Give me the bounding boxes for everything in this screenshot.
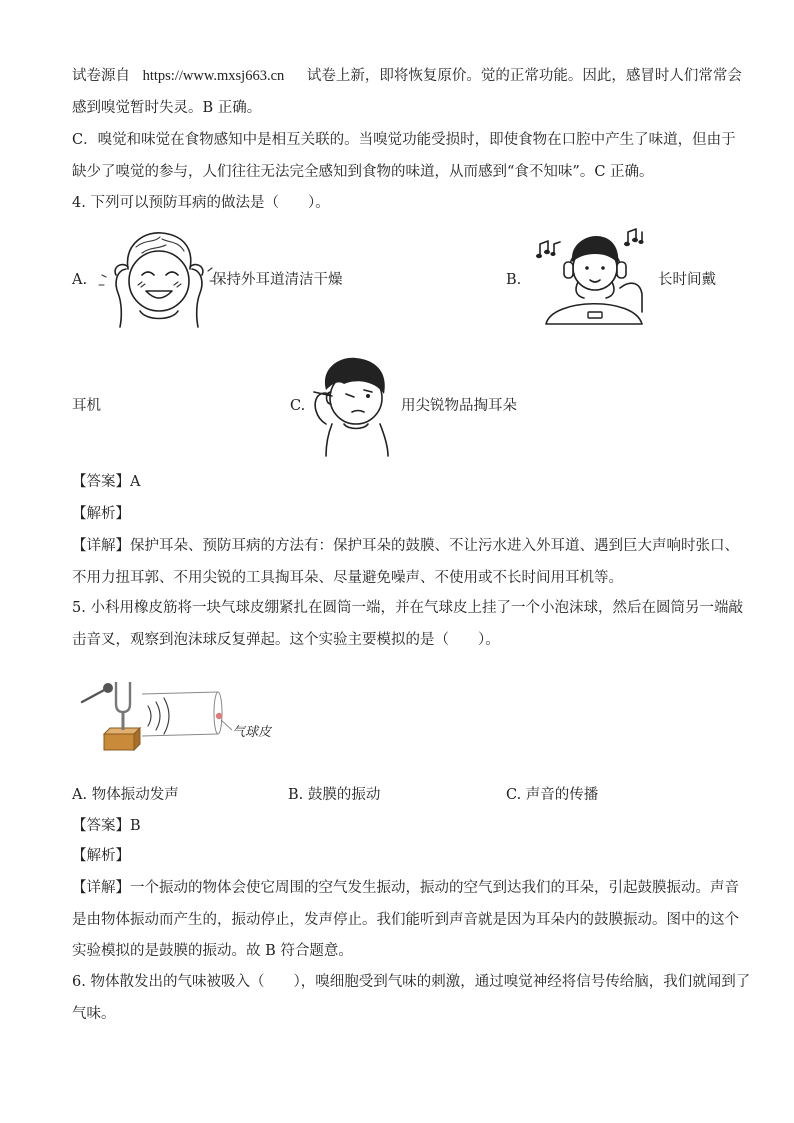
balloon-skin-label: 气球皮	[232, 725, 272, 740]
q5-answer: 【答案】B	[72, 818, 141, 834]
q5-analysis: 【解析】	[72, 848, 130, 864]
q4-option-b-label: B.	[506, 272, 522, 288]
q5-option-c: C. 声音的传播	[506, 787, 599, 803]
q4-option-c-text: 用尖锐物品掏耳朵	[401, 398, 517, 414]
q5-detail-2: 是由物体振动而产生的，振动停止，发声停止。我们能听到声音就是因为耳朵内的鼓膜振动。图中的这个	[72, 912, 739, 928]
q4-option-a-label: A.	[72, 272, 88, 288]
q3-line-3: C．嗅觉和味觉在食物感知中是相互关联的。当嗅觉功能受损时，即使食物在口腔中产生了味道，但由于	[72, 132, 736, 148]
q4-option-b-text-1: 长时间戴	[658, 272, 716, 288]
header-text: 试卷上新，即将恢复原价。觉的正常功能。因此，感冒时人们常常会	[306, 68, 742, 84]
q3-line-2: 感到嗅觉暂时失灵。B 正确。	[72, 100, 262, 116]
header-line	[72, 66, 742, 86]
q4-detail-1: 【详解】保护耳朵、预防耳病的方法有：保护耳朵的鼓膜、不让污水进入外耳道、遇到巨大声响时张口、	[72, 538, 739, 554]
q4-option-c-label: C.	[290, 398, 306, 414]
q5-option-a: A. 物体振动发声	[72, 787, 179, 803]
clean-ears-illustration	[96, 225, 216, 335]
tuning-fork-experiment-illustration	[78, 672, 278, 758]
q6-stem-2: 气味。	[72, 1006, 116, 1022]
q5-detail-3: 实验模拟的是鼓膜的振动。故 B 符合题意。	[72, 943, 353, 959]
source-label: 试卷源自	[72, 68, 130, 84]
source-url[interactable]: https://www.mxsj663.cn	[142, 68, 285, 84]
q5-detail-1: 【详解】一个振动的物体会使它周围的空气发生振动，振动的空气到达我们的耳朵，引起鼓膜振动。声音	[72, 880, 739, 896]
ear-picking-illustration	[306, 354, 400, 458]
q6-stem-1: 6. 物体散发出的气味被吸入（ ），嗅细胞受到气味的刺激，通过嗅觉神经将信号传给脑，我们就闻到了	[72, 974, 751, 990]
q4-option-a-text: 保持外耳道清洁干燥	[212, 272, 343, 288]
q4-option-b-text-2: 耳机	[72, 398, 101, 414]
q4-detail-2: 不用力扭耳郭、不用尖锐的工具掏耳朵、尽量避免噪声、不使用或不长时间用耳机等。	[72, 570, 623, 586]
q5-stem-2: 击音叉，观察到泡沫球反复弹起。这个实验主要模拟的是（ ）。	[72, 632, 500, 648]
q4-answer: 【答案】A	[72, 474, 141, 490]
q3-line-4: 缺少了嗅觉的参与，人们往往无法完全感知到食物的味道，从而感到“食不知味”。C 正确。	[72, 164, 654, 180]
q4-analysis: 【解析】	[72, 506, 130, 522]
q4-stem: 4. 下列可以预防耳病的做法是（ ）。	[72, 195, 330, 211]
headphones-illustration	[534, 228, 652, 328]
q5-stem-1: 5. 小科用橡皮筋将一块气球皮绷紧扎在圆筒一端，并在气球皮上挂了一个小泡沫球，然后在圆筒另一端敲	[72, 600, 743, 616]
q5-option-b: B. 鼓膜的振动	[288, 787, 381, 803]
